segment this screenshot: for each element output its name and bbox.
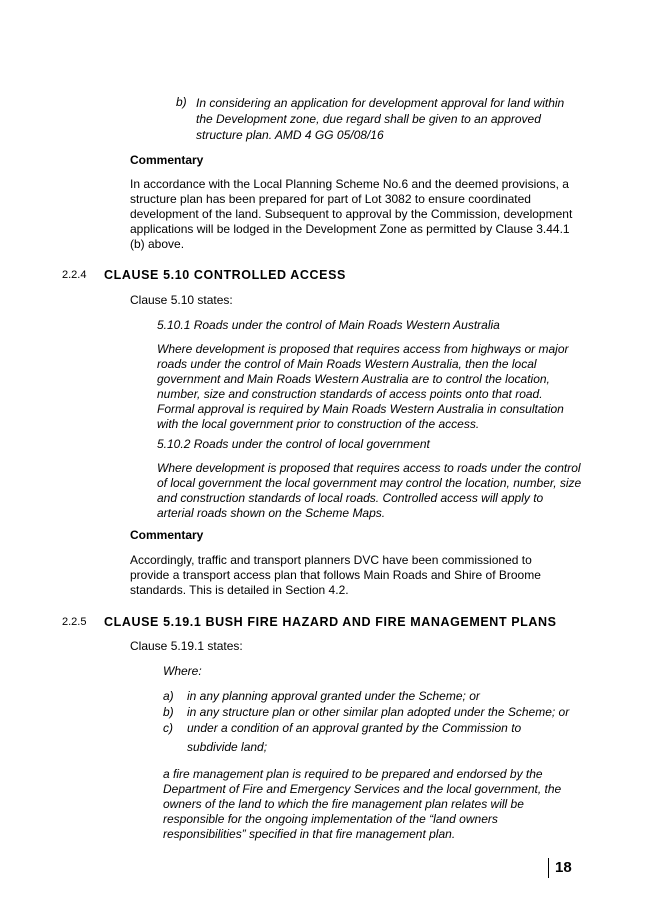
section-heading-224: CLAUSE 5.10 CONTROLLED ACCESS: [104, 268, 346, 282]
list-label: b): [163, 705, 174, 719]
subclause-title-5101: 5.10.1 Roads under the control of Main Roads Western Australia: [157, 318, 500, 332]
list-item-c-continued: subdivide land;: [187, 740, 268, 754]
section-number-224: 2.2.4: [62, 269, 87, 281]
section-number-225: 2.2.5: [62, 616, 87, 628]
section-heading-225: CLAUSE 5.19.1 BUSH FIRE HAZARD AND FIRE MANAGEMENT PLANS: [104, 615, 557, 629]
commentary-text: Accordingly, traffic and transport planners DVC have been commissioned to provide a transport access plan that follows Main Roads and Shire of Broome standards. This is detailed in Section 4.2.: [130, 553, 541, 597]
list-item-b: in any structure plan or other similar plan adopted under the Scheme; or: [187, 705, 570, 719]
commentary-heading: Commentary: [130, 528, 204, 542]
clause-b-text: In considering an application for development approval for land within the Development zone, due regard shall be given to an approved structure plan. AMD 4 GG 05/08/16: [196, 96, 565, 142]
subclause-text-5101: Where development is proposed that requires access from highways or major roads under the control of Main Roads Western Australia, then the local government and Main Roads Western Australia are to control the location, number, size and construction standards of access points onto that road. Formal approval is required by Main Roads Western Australia in consultation with the local government prior to construction of the access.: [157, 342, 569, 431]
list-label-b: b): [176, 95, 187, 109]
clause-intro-510: Clause 5.10 states:: [130, 293, 233, 307]
fire-plan-text: a fire management plan is required to be prepared and endorsed by the Department of Fire and Emergency Services and the local government, the owners of the land to which the fire management plan relates will be responsible for the ongoing implementation of the “land owners responsibilities” specified in that fire management plan.: [163, 767, 562, 841]
clause-intro-5191: Clause 5.19.1 states:: [130, 639, 243, 653]
list-label: c): [163, 721, 173, 735]
list-label: a): [163, 689, 174, 703]
commentary-text: In accordance with the Local Planning Scheme No.6 and the deemed provisions, a structure plan has been prepared for part of Lot 3082 to ensure coordinated development of the land. Subsequent to approval by the Commission, development applications will be lodged in the Development Zone as permitted by Clause 3.44.1 (b) above.: [130, 177, 573, 251]
where-label: Where:: [163, 664, 202, 678]
list-item-c: under a condition of an approval granted by the Commission to: [187, 721, 522, 735]
page-number: 18: [548, 858, 572, 878]
list-item-a: in any planning approval granted under the Scheme; or: [187, 689, 480, 703]
subclause-text-5102: Where development is proposed that requires access to roads under the control of local government the local government may control the location, number, size and construction standards of local roads. Controlled access will apply to arterial roads shown on the Scheme Maps.: [157, 461, 582, 520]
commentary-heading: Commentary: [130, 153, 204, 167]
subclause-title-5102: 5.10.2 Roads under the control of local government: [157, 437, 430, 451]
